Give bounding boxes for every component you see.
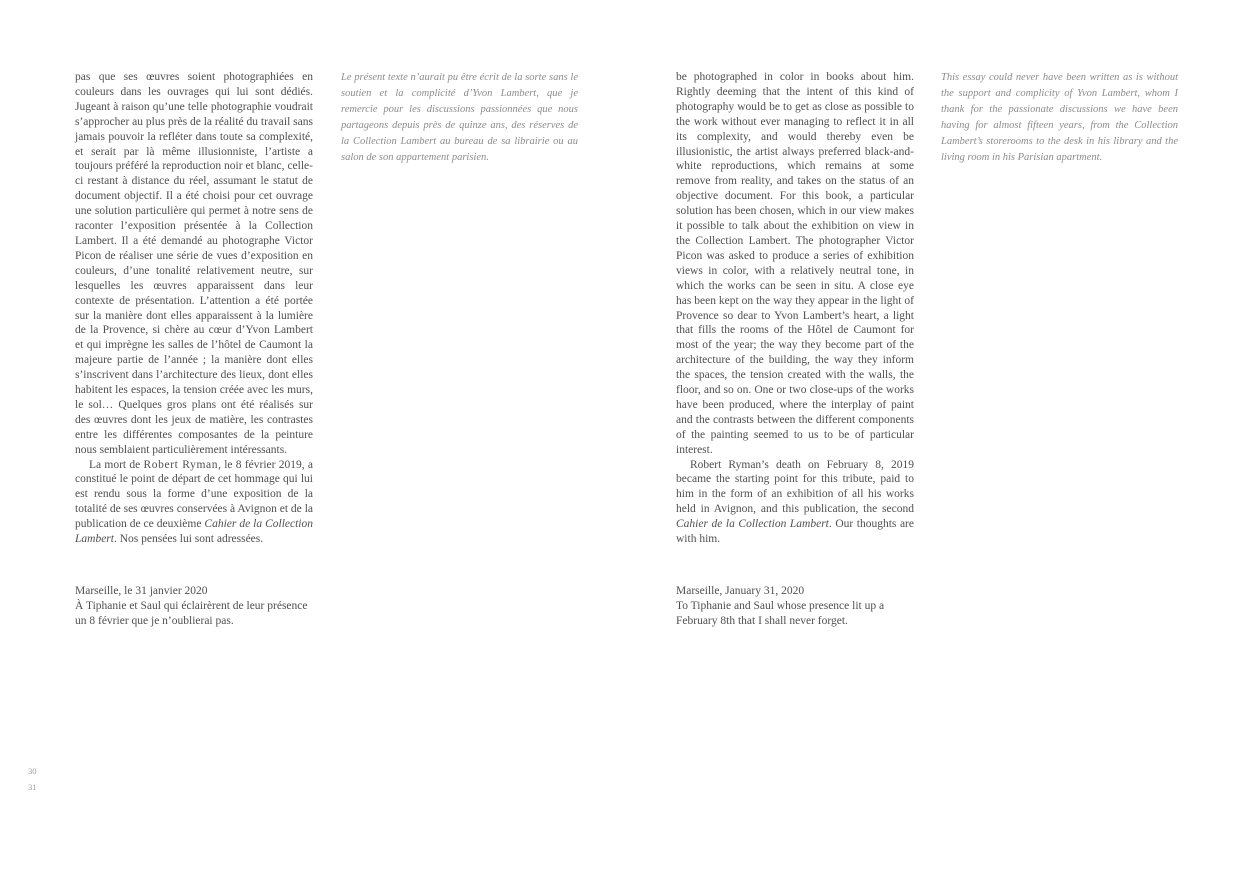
english-acknowledgment-note: This essay could never have been written as is without the support and complicity of Yvon Lambert, whom I thank for the passionate discussions we have been having for almost fifteen years, from the Collection Lambert’s storerooms to the desk in his library and the living room in his Parisian apartment. <box>941 72 1178 163</box>
publication-title-english: Cahier de la Collection Lambert <box>676 518 829 531</box>
french-paragraph-2 <box>75 458 313 547</box>
french-paragraph-2-end: . Nos pensées lui sont adressées. <box>113 533 264 546</box>
english-body-column <box>676 70 914 629</box>
artist-name: Robert Ryman <box>143 458 219 471</box>
english-signoff-place-date: Marseille, January 31, 2020 <box>676 585 805 597</box>
french-paragraph-2-middle: , le 8 février 2019, a constitué le point de départ de cet hommage qui lui est rendu sous la forme d’une exposition de la totalité de ses œuvres conservées à Avignon et de la publication de ce deuxième <box>75 458 314 531</box>
english-paragraph-2 <box>676 458 914 547</box>
page-number-left: 30 <box>28 766 37 776</box>
english-signoff-dedication: To Tiphanie and Saul whose presence lit up a February 8th that I shall never forget. <box>676 599 885 627</box>
french-signoff-place-date: Marseille, le 31 janvier 2020 <box>75 585 208 597</box>
french-signoff-dedication: À Tiphanie et Saul qui éclairèrent de leur présence un 8 février que je n’oublierai pas. <box>75 599 308 627</box>
french-paragraph-1: pas que ses œuvres soient photographiées en couleurs dans les ouvrages qui lui sont dédiés. Jugeant à raison qu’une telle photographie voudrait s’approcher au plus près de la réalité du travail sans jamais pouvoir la refléter dans toute sa complexité, et serait par là même illusionniste, l’artiste a toujours préféré la reproduction noir et blanc, celle-ci restant à distance du réel, assumant le statut de document objectif. Il a été choisi pour cet ouvrage une solution particulière qui permet à notre sens de raconter l’exposition présentée à la Collection Lambert. Il a été demandé au photographe Victor Picon de réaliser une série de vues d’exposition en couleurs, d’une tonalité relativement neutre, sur lesquelles les œuvres apparaissent dans leur contexte de présentation. L’attention a été portée sur la manière dont elles apparaissent à la lumière de la Provence, si chère au cœur d’Yvon Lambert et qui imprègne les salles de l’hôtel de Caumont la majeure partie de l’année ; la manière dont elles s’inscrivent dans l’architecture des lieux, dont elles habitent les espaces, la tension créée avec les murs, le sol… Quelques gros plans ont été réalisés sur des œuvres dont les jeux de matière, les contrastes entre les différentes composantes de la peinture nous semblaient particulièrement intéressants. <box>75 71 313 456</box>
french-signoff <box>75 584 313 629</box>
publication-title-french: Cahier de la Collection Lambert <box>75 518 313 546</box>
french-body-column <box>75 70 313 629</box>
page-numbers <box>28 763 37 795</box>
english-paragraph-2-lead: Robert Ryman’s death on February 8, 2019 became the starting point for this tribute, paid to him in the form of an exhibition of all his works held in Avignon, and this publication, the second <box>676 458 914 516</box>
french-acknowledgment-note: Le présent texte n’aurait pu être écrit de la sorte sans le soutien et la complicité d’Yvon Lambert, que je remercie pour les discussions passionnées que nous partageons depuis près de quinze ans, des réserves de la Collection Lambert au bureau de sa librairie ou au salon de son appartement parisien. <box>341 72 578 163</box>
english-paragraph-1: be photographed in color in books about him. Rightly deeming that the intent of this kind of photography would be to get as close as possible to the work without ever managing to reflect it in all its complexity, and would thereby even be illusionistic, the artist always preferred black-and-white reproductions, which remains at some remove from reality, and takes on the status of an objective document. For this book, a particular solution has been chosen, which in our view makes it possible to talk about the exhibition on view in the Collection Lambert. The photographer Victor Picon was asked to produce a series of exhibition views in color, with a relatively neutral tone, in which the works can be seen in situ. A close eye has been kept on the way they appear in the light of Provence so dear to Yvon Lambert’s heart, a light that fills the rooms of the Hôtel de Caumont for most of the year; the way they become part of the architecture of the building, the way they inform the spaces, the tension created with the walls, the floor, and so on. One or two close-ups of the works have been produced, where the interplay of paint and the contrasts between the different components of the painting seemed to us to be of particular interest. <box>676 71 914 456</box>
page-number-right: 31 <box>28 782 37 792</box>
french-paragraph-2-lead: La mort de <box>89 458 144 471</box>
english-paragraph-2-end: . Our thoughts are with him. <box>676 518 914 546</box>
english-signoff <box>676 584 914 629</box>
